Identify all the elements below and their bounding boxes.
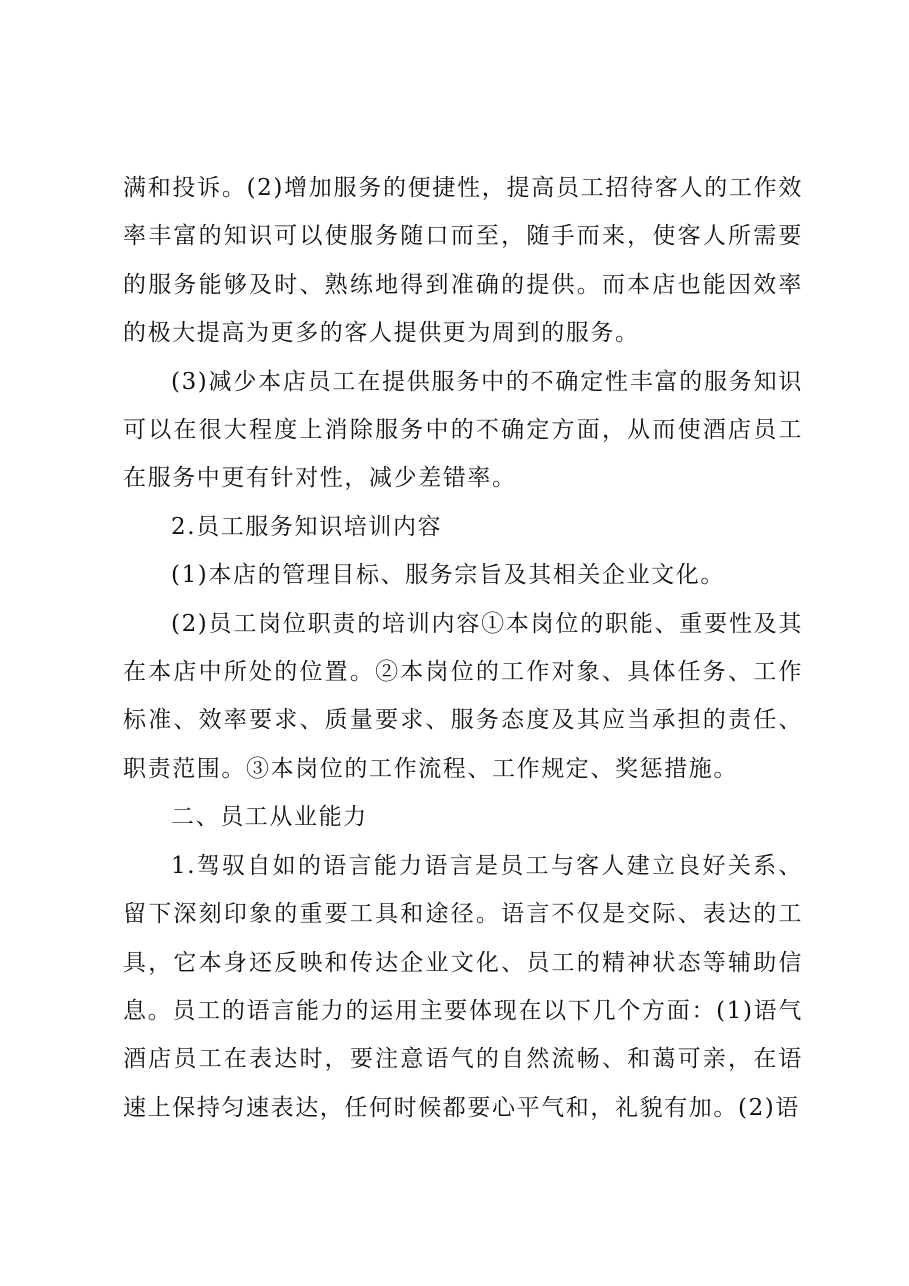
document-body bbox=[123, 164, 803, 1132]
paragraph-management-goals: (1)本店的管理目标、服务宗旨及其相关企业文化。 bbox=[171, 562, 725, 589]
paragraph-language-ability: 1.驾驭自如的语言能力语言是员工与客人建立良好关系、留下深刻印象的重要工具和途径。语言不仅是交际、表达的工具，它本身还反映和传达企业文化、员工的精神状态等辅助信息。员工的语言能力的运用主要体现在以下几个方面：(1)语气酒店员工在表达时，要注意语气的自然流畅、和蔼可亲，在语速上保持匀速表达，任何时候都要心平气和，礼貌有加。(2)语 bbox=[123, 852, 803, 1121]
paragraph-job-duties: (2)员工岗位职责的培训内容①本岗位的职能、重要性及其在本店中所处的位置。②本岗位的工作对象、具体任务、工作标准、效率要求、质量要求、服务态度及其应当承担的责任、职责范围。③本岗位的工作流程、工作规定、奖惩措施。 bbox=[123, 610, 803, 782]
paragraph-continuation: 满和投诉。(2)增加服务的便捷性，提高员工招待客人的工作效率丰富的知识可以使服务随口而至，随手而来，使客人所需要的服务能够及时、熟练地得到准确的提供。而本店也能因效率的极大提高为更多的客人提供更为周到的服务。 bbox=[123, 175, 803, 347]
section-heading-professional-ability: 二、员工从业能力 bbox=[171, 804, 368, 831]
paragraph-reduce-uncertainty: (3)减少本店员工在提供服务中的不确定性丰富的服务知识可以在很大程度上消除服务中的不确定方面，从而使酒店员工在服务中更有针对性，减少差错率。 bbox=[123, 368, 803, 492]
section-heading-training-content: 2.员工服务知识培训内容 bbox=[171, 513, 443, 540]
